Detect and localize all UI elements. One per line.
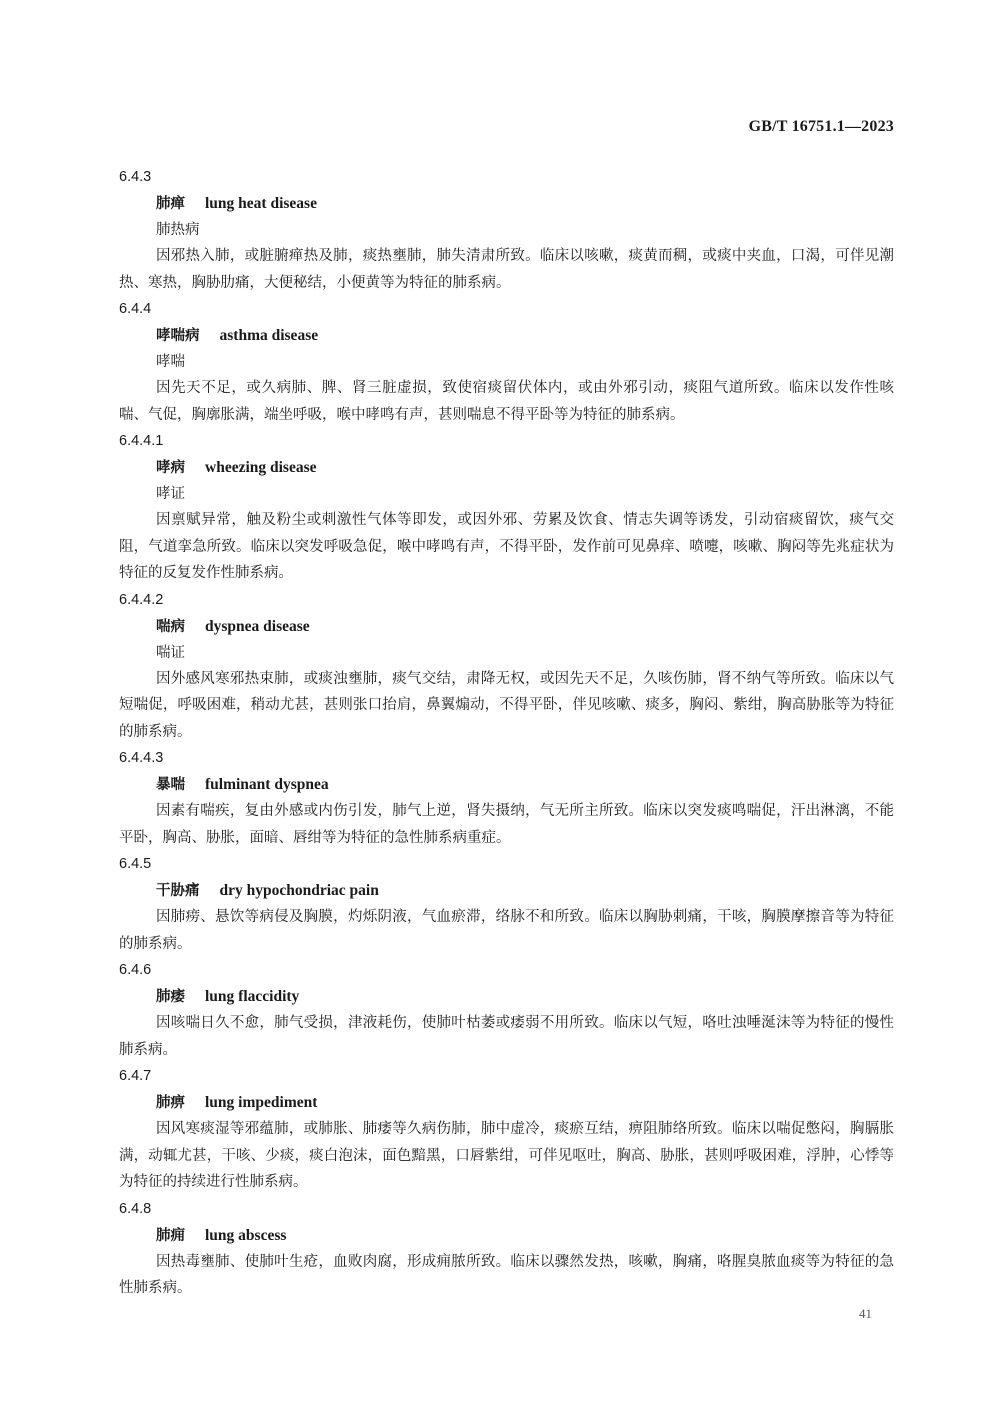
- entry-number: 6.4.4.1: [119, 433, 164, 449]
- page-number: 41: [859, 1306, 872, 1321]
- term-definition: 因风寒痰湿等邪蕴肺，或肺胀、肺痿等久病伤肺，肺中虚冷，痰瘀互结，痹阻肺络所致。临床以喘促憋闷，胸膈胀满，动辄尤甚，干咳、少痰，痰白泡沫，面色黯黑，口唇紫绀，可伴见呕吐，胸高、胁胀，甚则呼吸困难，浮肿，心悸等为特征的持续进行性肺系病。: [119, 1121, 894, 1190]
- term-zh: 干胁痛: [156, 882, 200, 899]
- term-zh: 肺痹: [156, 1094, 185, 1111]
- term-synonym: 哮喘: [156, 354, 185, 370]
- term-definition: 因邪热入肺，或脏腑瘅热及肺，痰热壅肺，肺失清肃所致。临床以咳嗽，痰黄而稠，或痰中夹血，口渴，可伴见潮热、寒热，胸胁肋痛，大便秘结，小便黄等为特征的肺系病。: [119, 248, 894, 291]
- entry-6-4-5: [119, 851, 894, 957]
- term-heading: [119, 1090, 894, 1116]
- term-heading: [119, 772, 894, 798]
- document-id-header: GB/T 16751.1—2023: [748, 118, 894, 135]
- entry-6-4-4: [119, 296, 894, 428]
- entry-number: 6.4.5: [119, 856, 152, 872]
- entry-number: 6.4.4.2: [119, 591, 164, 608]
- term-zh: 肺痈: [156, 1226, 185, 1244]
- term-zh: 暴喘: [156, 776, 185, 793]
- term-definition: 因外感风寒邪热束肺，或痰浊壅肺，痰气交结，肃降无权，或因先天不足，久咳伤肺，肾不纳气等所致。临床以气短喘促，呼吸困难，稍动尤甚，甚则张口抬肩，鼻翼煽动，不得平卧，伴见咳嗽、痰多，胸闷、紫绀，胸高胁胀等为特征的肺系病。: [119, 670, 894, 740]
- entry-6-4-3: [119, 164, 894, 296]
- term-heading: [119, 614, 894, 640]
- term-heading: [119, 984, 894, 1010]
- entry-6-4-7: [119, 1063, 894, 1196]
- term-en: lung flaccidity: [205, 988, 300, 1005]
- term-zh: 哮病: [156, 459, 185, 476]
- term-heading: [119, 1223, 894, 1249]
- entry-6-4-8: [119, 1196, 894, 1302]
- entry-number: 6.4.4.3: [119, 750, 164, 766]
- entry-number: 6.4.3: [119, 169, 152, 185]
- term-zh: 肺痿: [156, 988, 185, 1005]
- term-en: dyspnea disease: [205, 617, 310, 635]
- term-heading: [119, 878, 894, 904]
- entry-number: 6.4.6: [119, 962, 152, 978]
- term-en: dry hypochondriac pain: [219, 882, 379, 899]
- term-definition: 因先天不足，或久病肺、脾、肾三脏虚损，致使宿痰留伏体内，或由外邪引动，痰阻气道所致。临床以发作性咳喘、气促，胸廓胀满，端坐呼吸，喉中哮鸣有声，甚则喘息不得平卧等为特征的肺系病。: [119, 380, 894, 423]
- term-en: lung heat disease: [205, 195, 317, 212]
- term-definition: 因热毒壅肺、使肺叶生疮，血败肉腐，形成痈脓所致。临床以骤然发热，咳嗽，胸痛，咯腥臭脓血痰等为特征的急性肺系病。: [119, 1253, 894, 1296]
- term-heading: [119, 323, 894, 349]
- term-synonym: 喘证: [156, 644, 185, 661]
- term-en: fulminant dyspnea: [205, 776, 329, 793]
- term-en: lung abscess: [205, 1226, 287, 1244]
- term-synonym: 哮证: [156, 486, 185, 502]
- term-heading: [119, 191, 894, 217]
- term-en: wheezing disease: [205, 459, 317, 476]
- term-definition: 因禀赋异常，触及粉尘或刺激性气体等即发，或因外邪、劳累及饮食、情志失调等诱发，引动宿痰留饮，痰气交阻，气道挛急所致。临床以突发呼吸急促，喉中哮鸣有声，不得平卧，发作前可见鼻痒、喷嚏，咳嗽、胸闷等先兆症状为特征的反复发作性肺系病。: [119, 512, 894, 581]
- term-zh: 哮喘病: [156, 327, 200, 344]
- term-definition: 因素有喘疾，复由外感或内伤引发，肺气上逆，肾失摄纳，气无所主所致。临床以突发痰鸣喘促，汗出淋漓，不能平卧，胸高、胁胀，面暗、唇绀等为特征的急性肺系病重症。: [119, 803, 894, 846]
- entry-number: 6.4.8: [119, 1200, 152, 1217]
- term-en: asthma disease: [219, 327, 319, 344]
- entry-6-4-6: [119, 957, 894, 1063]
- entry-6-4-4-1: [119, 428, 894, 587]
- term-zh: 肺瘅: [156, 195, 185, 212]
- term-definition: 因咳喘日久不愈，肺气受损，津液耗伤，使肺叶枯萎或痿弱不用所致。临床以气短，咯吐浊唾涎沫等为特征的慢性肺系病。: [119, 1015, 894, 1058]
- term-en: lung impediment: [205, 1094, 318, 1111]
- document-body: [119, 164, 894, 1302]
- term-heading: [119, 455, 894, 481]
- term-definition: 因肺痨、悬饮等病侵及胸膜，灼烁阴液，气血瘀滞，络脉不和所致。临床以胸胁刺痛，干咳，胸膜摩擦音等为特征的肺系病。: [119, 909, 894, 952]
- entry-6-4-4-3: [119, 745, 894, 851]
- term-zh: 喘病: [156, 617, 185, 635]
- entry-6-4-4-2: [119, 587, 894, 746]
- entry-number: 6.4.7: [119, 1068, 152, 1084]
- term-synonym: 肺热病: [156, 222, 200, 238]
- entry-number: 6.4.4: [119, 301, 152, 317]
